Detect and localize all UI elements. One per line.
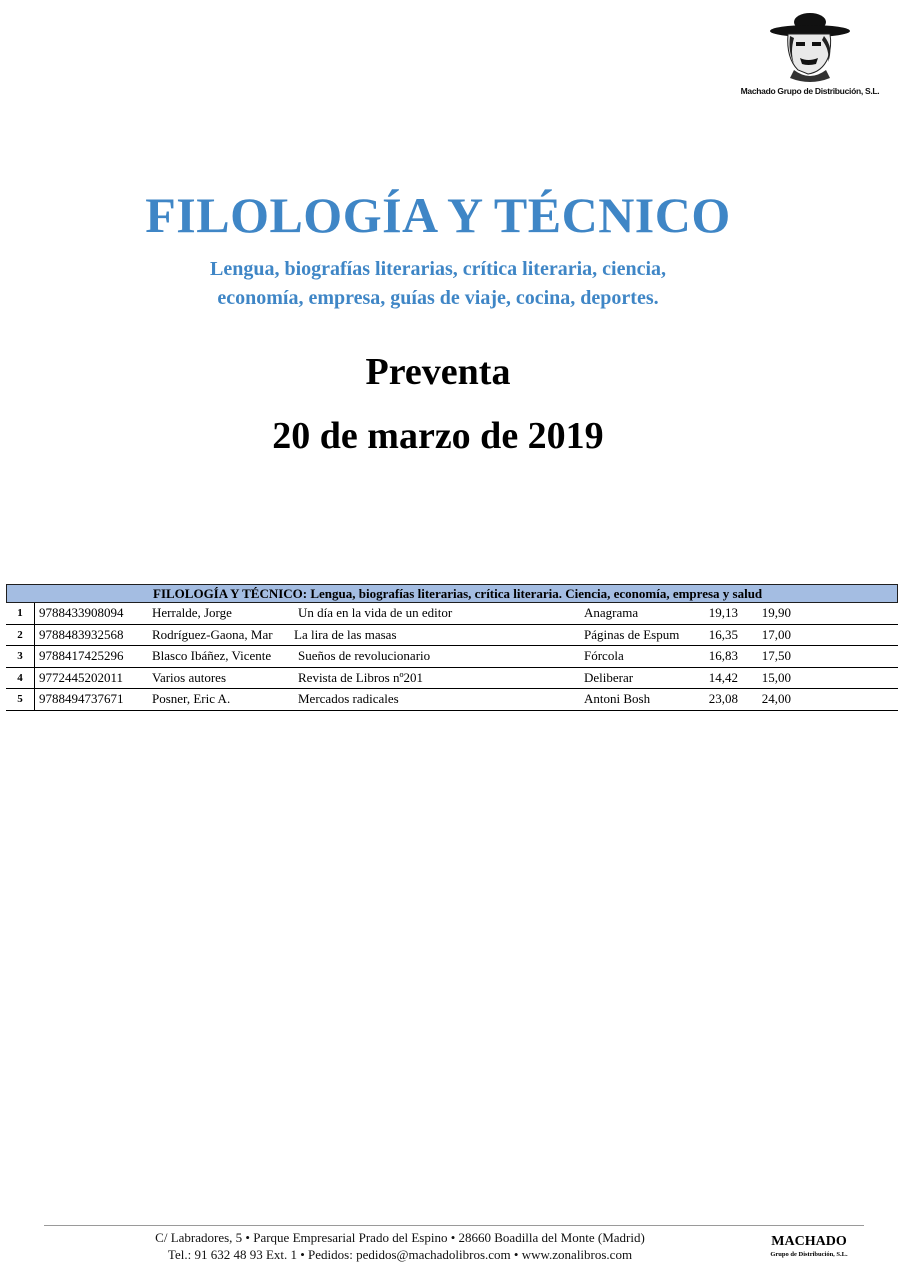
title-cell: La lira de las masas [294, 626, 397, 642]
company-logo [736, 12, 884, 94]
column-divider [34, 689, 35, 710]
hat-man-logo-icon [764, 12, 856, 84]
publisher-cell: Antoni Bosh [584, 691, 651, 706]
price-pvp-cell: 19,90 [761, 605, 791, 620]
author-cell: Blasco Ibáñez, Vicente [152, 648, 272, 663]
price-net-cell: 14,42 [708, 669, 738, 685]
table-row [6, 668, 898, 690]
footer-brand: MACHADO [771, 1234, 847, 1249]
book-table [6, 584, 898, 711]
title-cell: Un día en la vida de un editor [298, 605, 453, 620]
row-number: 5 [17, 693, 23, 705]
footer-address: C/ Labradores, 5 • Parque Empresarial Prado del Espino • 28660 Boadilla del Monte (Madrid) [155, 1230, 645, 1245]
title-cell: Mercados radicales [298, 691, 399, 706]
author-cell: Herralde, Jorge [152, 605, 232, 620]
price-pvp-cell: 17,00 [761, 626, 791, 642]
logo-text: Machado Grupo de Distribución, S.L. [740, 86, 880, 96]
row-number: 4 [17, 671, 23, 684]
footer-contact: Tel.: 91 632 48 93 Ext. 1 • Pedidos: pedidos@machadolibros.com • www.zonalibros.com [167, 1247, 633, 1262]
price-net-cell: 16,83 [708, 648, 738, 663]
price-net-cell: 19,13 [708, 605, 738, 620]
table-row [6, 603, 898, 625]
column-divider [34, 646, 35, 667]
column-divider [34, 668, 35, 689]
author-cell: Varios autores [152, 669, 227, 685]
price-pvp-cell: 15,00 [761, 669, 791, 685]
date-heading: 20 de marzo de 2019 [272, 415, 604, 457]
publisher-cell: Deliberar [584, 669, 634, 685]
table-row [6, 625, 898, 647]
isbn-cell: 9788494737671 [39, 691, 124, 706]
isbn-cell: 9788417425296 [39, 648, 124, 663]
publisher-cell: Anagrama [584, 605, 639, 620]
title-cell: Revista de Libros nº201 [298, 669, 423, 685]
author-cell: Posner, Eric A. [152, 691, 231, 706]
publisher-cell: Fórcola [584, 648, 624, 663]
isbn-cell: 9788433908094 [39, 605, 124, 620]
subtitle-line-2: economía, empresa, guías de viaje, cocina, deportes. [217, 287, 659, 309]
column-divider [34, 625, 35, 646]
price-net-cell: 23,08 [708, 691, 738, 706]
author-cell: Rodríguez-Gaona, Mar [152, 626, 273, 642]
title-cell: Sueños de revolucionario [298, 648, 431, 663]
row-number: 1 [17, 607, 23, 619]
table-header-text: FILOLOGÍA Y TÉCNICO: Lengua, biografías literarias, crítica literaria. Ciencia, economía, empresa y salud [153, 586, 763, 601]
isbn-cell: 9788483932568 [39, 626, 124, 642]
table-row [6, 646, 898, 668]
table-row [6, 689, 898, 711]
row-number: 3 [17, 650, 23, 662]
preventa-heading: Preventa [365, 351, 511, 393]
price-pvp-cell: 24,00 [761, 691, 791, 706]
column-divider [34, 603, 35, 624]
price-net-cell: 16,35 [708, 626, 738, 642]
isbn-cell: 9772445202011 [39, 669, 124, 685]
page-title: FILOLOGÍA Y TÉCNICO [145, 187, 731, 243]
footer-divider [44, 1225, 864, 1226]
footer-brand-sub: Grupo de Distribución, S.L. [770, 1251, 848, 1258]
publisher-cell: Páginas de Espum [584, 626, 680, 642]
row-number: 2 [17, 628, 23, 641]
price-pvp-cell: 17,50 [761, 648, 791, 663]
table-header [6, 584, 898, 603]
subtitle-line-1: Lengua, biografías literarias, crítica literaria, ciencia, [210, 258, 666, 280]
